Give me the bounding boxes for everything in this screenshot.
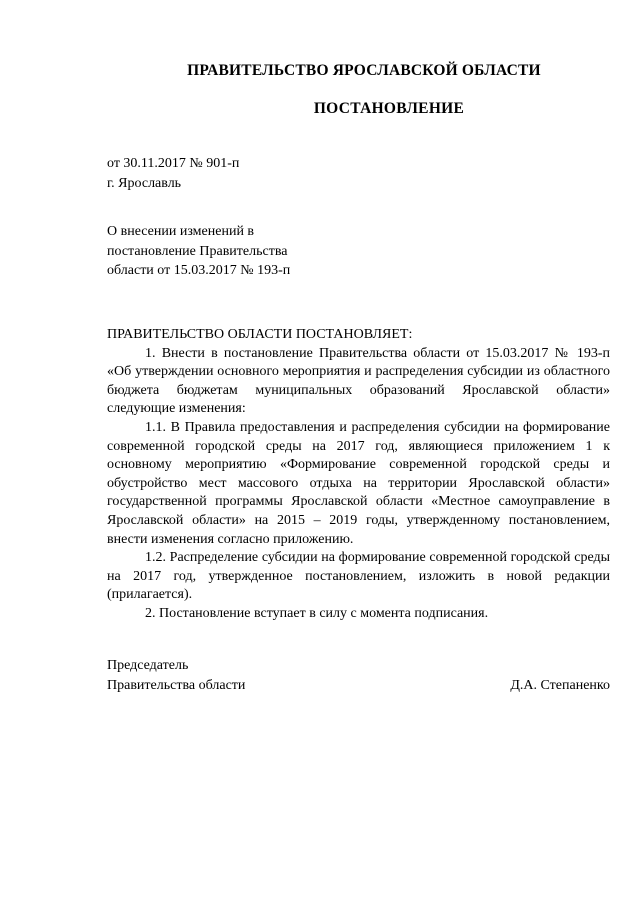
subject-line-2: постановление Правительства xyxy=(107,243,288,259)
subject-line-3: области от 15.03.2017 № 193-п xyxy=(107,263,291,278)
paragraph-2: 2. Постановление вступает в силу с момента подписания. xyxy=(145,605,489,621)
city: г. Ярославль xyxy=(107,176,182,191)
document-subject xyxy=(107,222,290,281)
document-meta xyxy=(107,154,239,194)
signatory-name: Д.А. Степаненко xyxy=(510,677,610,693)
signatory-title-line-1: Председатель xyxy=(107,658,189,673)
signature-row xyxy=(107,676,610,696)
document-body xyxy=(107,326,610,624)
subject-line-1: О внесении изменений в xyxy=(107,224,255,239)
resolution-intro: ПРАВИТЕЛЬСТВО ОБЛАСТИ ПОСТАНОВЛЯЕТ: xyxy=(107,327,413,342)
date-number: от 30.11.2017 № 901-п xyxy=(107,156,240,171)
paragraph-1-2: 1.2. Распределение субсидии на формирование современной городской среды на 2017 год, утвержденное постановлением, изложить в новой редакции (прилагается). xyxy=(107,550,610,603)
government-title-text: ПРАВИТЕЛЬСТВО ЯРОСЛАВСКОЙ ОБЛАСТИ xyxy=(187,62,541,79)
paragraph-1: 1. Внести в постановление Правительства области от 15.03.2017 № 193-п «Об утверждении основного мероприятия и распределения субсидии из областного бюджета бюджетам муниципальных образований Ярославской области» следующие изменения: xyxy=(107,345,610,417)
signature-block xyxy=(107,656,610,695)
government-title xyxy=(0,62,640,80)
document-type-heading xyxy=(0,100,640,118)
document-type-text: ПОСТАНОВЛЕНИЕ xyxy=(313,100,465,117)
paragraph-1-1: 1.1. В Правила предоставления и распределения субсидии на формирование современной городской среды на 2017 год, являющиеся приложением 1 к основному мероприятию «Формирование современной городской среды и обустройство мест массового отдыха на территории Ярославской области» государственной программы Ярославской области «Местное самоуправление в Ярославской области» на 2015 – 2019 годы, утвержденному постановлением, внести изменения согласно приложению. xyxy=(107,419,610,547)
signatory-title-line-2: Правительства области xyxy=(107,677,246,693)
